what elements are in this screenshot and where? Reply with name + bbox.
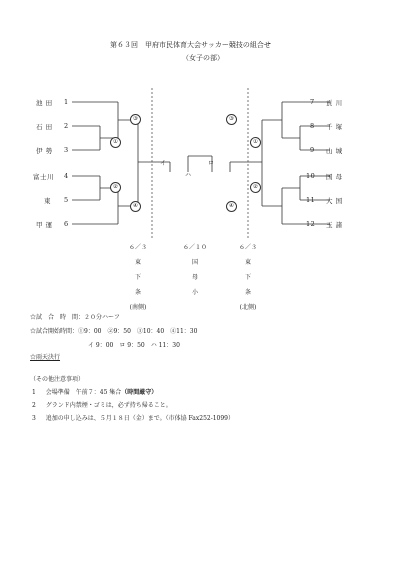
schedule-right — [228, 240, 268, 315]
schedule-venue-char: 条 — [244, 289, 251, 296]
rule-match-time: ☆試 合 時 間：２０分ハーフ — [30, 314, 120, 321]
team-name: 大 国 — [326, 197, 343, 205]
schedule-center — [175, 240, 215, 300]
note-text: 追加の申し込みは、５月１８日（金）まで。（市体協 Fax252-1099） — [45, 415, 235, 422]
team-number: 11 — [306, 196, 316, 204]
note-item — [32, 413, 234, 424]
team-number: 3 — [64, 146, 69, 154]
schedule-date: ６／１０ — [182, 244, 207, 251]
schedule-venue-char: 母 — [191, 274, 198, 281]
team-number: 6 — [64, 220, 69, 228]
schedule-venue-char: 下 — [134, 274, 141, 281]
team-number: 7 — [310, 98, 315, 106]
schedule-date: ６／３ — [128, 244, 147, 251]
rule-start-times-center: イ 9：00 ロ 9：50 ハ 11：30 — [88, 342, 180, 349]
team-number: 5 — [64, 196, 69, 204]
team-number: 12 — [306, 220, 316, 228]
team-name: 玉 諸 — [326, 221, 343, 229]
match-mark-left-3: ③ — [130, 114, 141, 125]
rule-start-times: ☆試合開始時間：①9：00 ②9：50 ③10：40 ④11：30 — [30, 328, 198, 335]
match-mark-right-3: ③ — [226, 114, 237, 125]
team-name: 貢 川 — [326, 99, 343, 107]
page-subtitle: （女子の部） — [182, 54, 224, 62]
team-name: 富士川 — [33, 173, 54, 181]
team-name: 千 塚 — [326, 123, 343, 131]
note-emphasis: （時間厳守） — [121, 389, 158, 396]
schedule-venue-char: 東 — [244, 259, 251, 266]
center-match-i: イ — [160, 160, 167, 167]
schedule-left — [118, 240, 158, 315]
match-mark-right-2: ② — [250, 182, 261, 193]
schedule-side: (南側) — [129, 304, 147, 311]
team-name: 山 城 — [326, 147, 343, 155]
schedule-venue-char: 小 — [191, 289, 198, 296]
notes-heading: （その他注意事項） — [30, 376, 85, 383]
team-number: 9 — [310, 146, 315, 154]
note-text: 会場準備 午前７：45 集合 — [45, 389, 122, 396]
team-name: 伊 勢 — [36, 147, 53, 155]
match-mark-left-4: ④ — [130, 201, 141, 212]
note-number: 2 — [32, 402, 36, 409]
team-number: 1 — [64, 98, 69, 106]
team-number: 10 — [306, 172, 316, 180]
team-name: 池 田 — [36, 99, 53, 107]
schedule-venue-char: 条 — [134, 289, 141, 296]
match-mark-left-2: ② — [110, 182, 121, 193]
team-name: 東 — [44, 197, 51, 205]
note-text: グランド内禁煙・ゴミは，必ず持ち帰ること。 — [45, 402, 172, 409]
note-number: 3 — [32, 415, 36, 422]
note-item — [32, 387, 157, 398]
schedule-date: ６／３ — [238, 244, 257, 251]
team-name: 石 田 — [36, 123, 53, 131]
center-match-ha: ハ — [185, 172, 192, 179]
team-number: 4 — [64, 172, 69, 180]
schedule-venue-char: 東 — [134, 259, 141, 266]
team-number: 2 — [64, 122, 69, 130]
schedule-venue-char: 国 — [191, 259, 198, 266]
match-mark-left-1: ① — [110, 137, 121, 148]
rule-rain: ☆雨天決行 — [30, 354, 61, 361]
team-name: 甲 運 — [36, 221, 53, 229]
schedule-venue-char: 下 — [244, 274, 251, 281]
match-mark-right-4: ④ — [226, 201, 237, 212]
schedule-side: (北側) — [239, 304, 257, 311]
match-mark-right-1: ① — [250, 137, 261, 148]
team-number: 8 — [310, 122, 315, 130]
note-number: 1 — [32, 389, 36, 396]
center-match-ro: ロ — [208, 160, 215, 167]
team-name: 国 母 — [326, 173, 343, 181]
note-item — [32, 400, 172, 411]
page-title: 第６３回 甲府市民体育大会サッカー競技の組合せ — [110, 41, 271, 49]
